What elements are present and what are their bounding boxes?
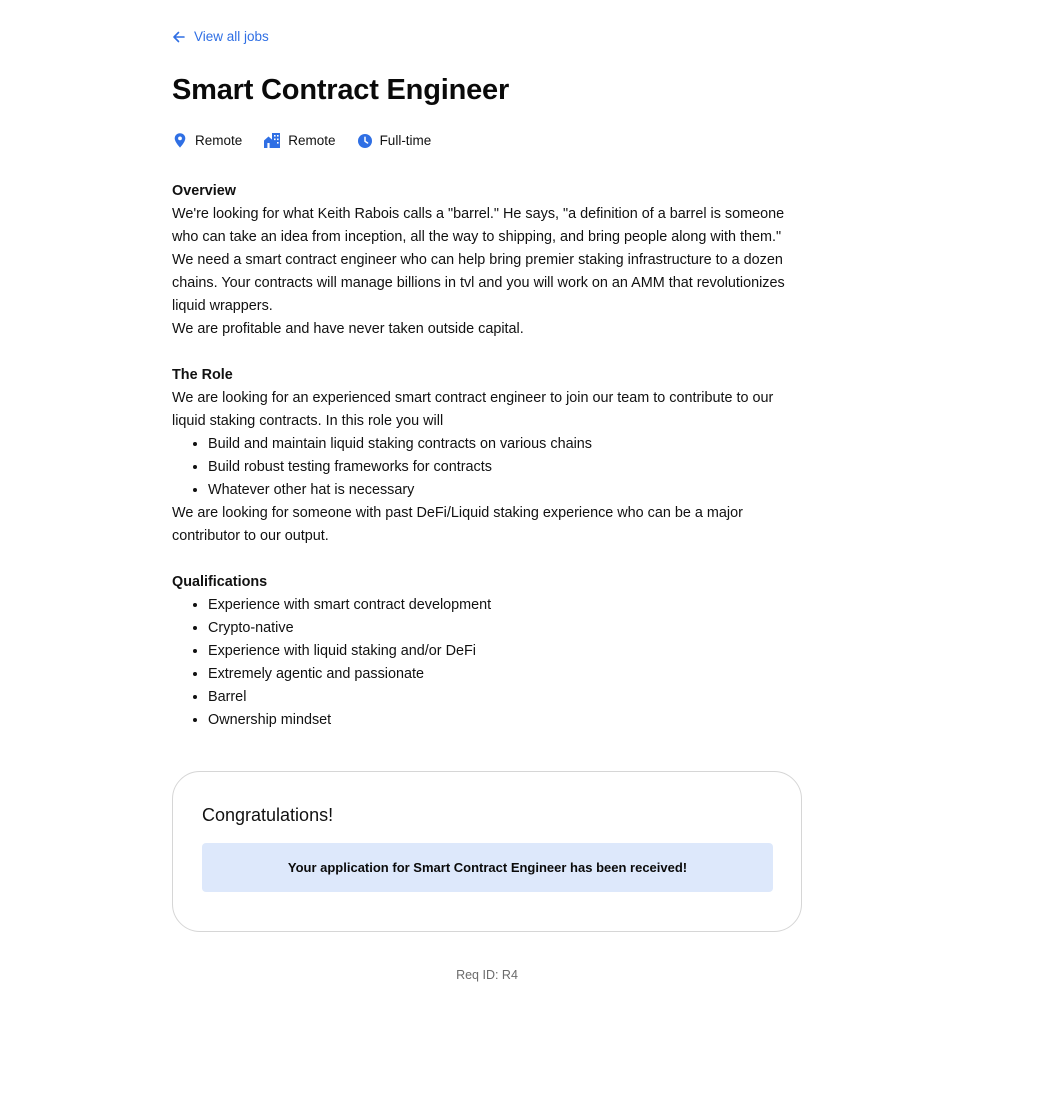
meta-location bbox=[172, 132, 242, 149]
meta-employment-type-label: Full-time bbox=[379, 133, 432, 148]
meta-location-label: Remote bbox=[195, 133, 243, 148]
clock-icon bbox=[357, 133, 373, 149]
list-item: • Build and maintain liquid staking contracts on various chains bbox=[208, 433, 802, 456]
view-all-jobs-label[interactable]: View all jobs bbox=[194, 29, 269, 44]
list-item: • Whatever other hat is necessary bbox=[208, 479, 802, 502]
list-item: • Barrel bbox=[208, 686, 802, 709]
list-item: • Build robust testing frameworks for contracts bbox=[208, 456, 802, 479]
list-item: • Extremely agentic and passionate bbox=[208, 663, 802, 686]
req-id: Req ID: R4 bbox=[456, 968, 518, 982]
overview-heading: Overview bbox=[172, 183, 236, 199]
list-item: • Crypto-native bbox=[208, 617, 802, 640]
overview-paragraph: We're looking for what Keith Rabois calls a "barrel." He says, "a definition of a barrel is someone who can take an idea from inception, all the way to shipping, and bring people along with them." We need a smart contract engineer who can help bring premier staking infrastructure to a dozen chains. Your contracts will manage billions in tvl and you will work on an AMM that revolutionizes liquid wrappers. bbox=[172, 206, 785, 314]
list-item: • Experience with liquid staking and/or DeFi bbox=[208, 640, 802, 663]
view-all-jobs-link[interactable] bbox=[172, 29, 269, 44]
building-icon bbox=[263, 132, 281, 149]
overview-closing: We are profitable and have never taken outside capital. bbox=[172, 321, 524, 337]
role-outro: We are looking for someone with past DeFi/Liquid staking experience who can be a major contributor to our output. bbox=[172, 505, 743, 544]
role-intro: We are looking for an experienced smart contract engineer to join our team to contribute to our liquid staking contracts. In this role you will bbox=[172, 390, 774, 429]
role-heading: The Role bbox=[172, 367, 233, 383]
meta-workplace-label: Remote bbox=[288, 133, 336, 148]
job-description bbox=[172, 180, 802, 732]
confirmation-title: Congratulations! bbox=[202, 805, 334, 825]
meta-employment-type bbox=[357, 133, 432, 149]
page-title: Smart Contract Engineer bbox=[172, 74, 510, 106]
arrow-left-icon bbox=[172, 30, 186, 44]
qualifications-heading: Qualifications bbox=[172, 574, 268, 590]
confirmation-banner bbox=[202, 843, 773, 892]
qualifications-list bbox=[172, 594, 802, 732]
job-meta bbox=[172, 132, 452, 149]
location-pin-icon bbox=[172, 132, 188, 149]
list-item: • Ownership mindset bbox=[208, 709, 802, 732]
confirmation-message: Your application for Smart Contract Engineer has been received! bbox=[287, 860, 688, 875]
application-confirmation-card bbox=[172, 771, 802, 932]
list-item: • Experience with smart contract development bbox=[208, 594, 802, 617]
meta-workplace bbox=[263, 132, 335, 149]
role-list bbox=[172, 433, 802, 502]
